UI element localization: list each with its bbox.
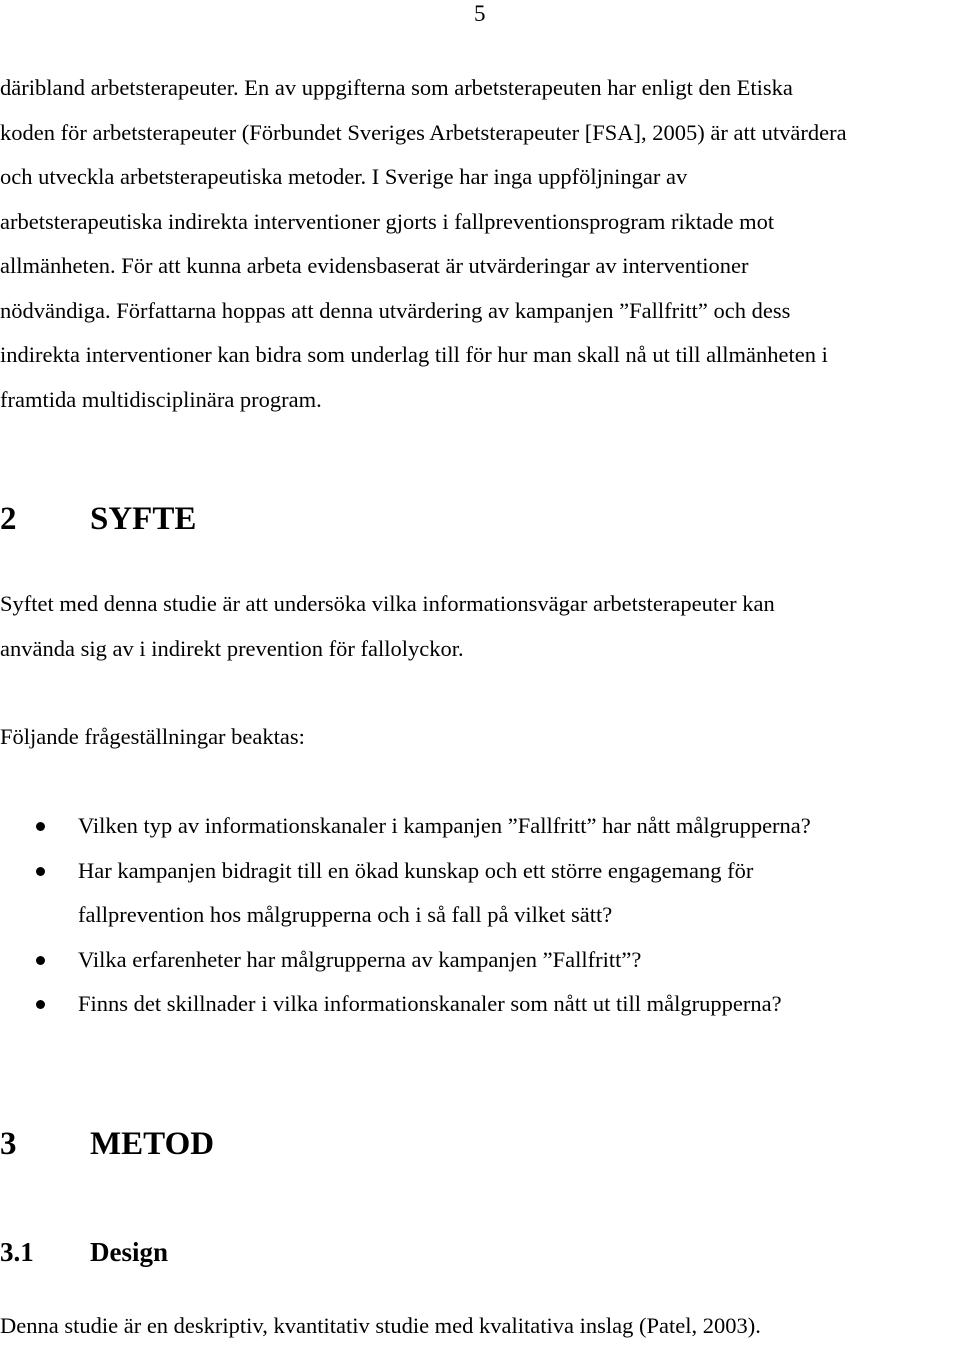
paragraph-line: arbetsterapeutiska indirekta interventioner gjorts i fallpreventionsprogram riktade mot xyxy=(0,208,775,234)
list-item-text: Vilken typ av informationskanaler i kampanjen ”Fallfritt” har nått målgrupperna? xyxy=(78,813,811,838)
bullet-icon xyxy=(36,822,45,831)
subsection-title: Design xyxy=(90,1237,169,1267)
list-item-text: Finns det skillnader i vilka informationskanaler som nått ut till målgrupperna? xyxy=(78,991,782,1016)
paragraph-line: använda sig av i indirekt prevention för fallolyckor. xyxy=(0,635,464,661)
section-number: 3 xyxy=(0,1126,17,1162)
syfte-paragraph xyxy=(0,582,960,671)
section-title: METOD xyxy=(90,1126,215,1162)
paragraph-line: framtida multidisciplinära program. xyxy=(0,386,322,412)
list-item-text: Vilka erfarenheter har målgrupperna av kampanjen ”Fallfritt”? xyxy=(78,946,642,972)
list-item xyxy=(0,938,811,983)
paragraph-line: nödvändiga. Författarna hoppas att denna utvärdering av kampanjen ”Fallfritt” och dess xyxy=(0,297,791,323)
paragraph-line: indirekta interventioner kan bidra som underlag till för hur man skall nå ut till allmänheten i xyxy=(0,342,828,367)
questions-intro xyxy=(0,715,960,760)
intro-paragraph xyxy=(0,66,960,422)
section-heading-syfte xyxy=(0,499,196,539)
bullet-icon xyxy=(36,867,45,876)
design-paragraph xyxy=(0,1304,960,1349)
section-heading-metod xyxy=(0,1124,214,1164)
page-number: 5 xyxy=(474,1,486,26)
list-item-text: Har kampanjen bidragit till en ökad kunskap och ett större engagemang för xyxy=(78,857,754,883)
list-item xyxy=(0,804,811,849)
section-number: 2 xyxy=(0,501,17,537)
list-item xyxy=(0,982,811,1027)
subsection-heading-design xyxy=(0,1235,168,1269)
bullet-icon xyxy=(36,956,45,965)
paragraph-line: Syftet med denna studie är att undersöka vilka informationsvägar arbetsterapeuter kan xyxy=(0,591,775,616)
list-item-text: fallprevention hos målgrupperna och i så fall på vilket sätt? xyxy=(78,902,613,927)
paragraph-line: koden för arbetsterapeuter (Förbundet Sveriges Arbetsterapeuter [FSA], 2005) är att utvärdera xyxy=(0,119,847,145)
subsection-number: 3.1 xyxy=(0,1237,34,1267)
paragraph-line: Denna studie är en deskriptiv, kvantitativ studie med kvalitativa inslag (Patel, 2003). xyxy=(0,1313,761,1338)
section-title: SYFTE xyxy=(90,501,197,537)
paragraph-line: och utveckla arbetsterapeutiska metoder. I Sverige har inga uppföljningar av xyxy=(0,164,688,189)
list-item xyxy=(0,849,811,938)
questions-intro-text: Följande frågeställningar beaktas: xyxy=(0,724,305,749)
questions-list xyxy=(0,804,811,1027)
paragraph-line: allmänheten. För att kunna arbeta evidensbaserat är utvärderingar av interventioner xyxy=(0,253,749,278)
paragraph-line: däribland arbetsterapeuter. En av uppgifterna som arbetsterapeuten har enligt den Etiska xyxy=(0,75,793,100)
bullet-icon xyxy=(36,1000,45,1009)
